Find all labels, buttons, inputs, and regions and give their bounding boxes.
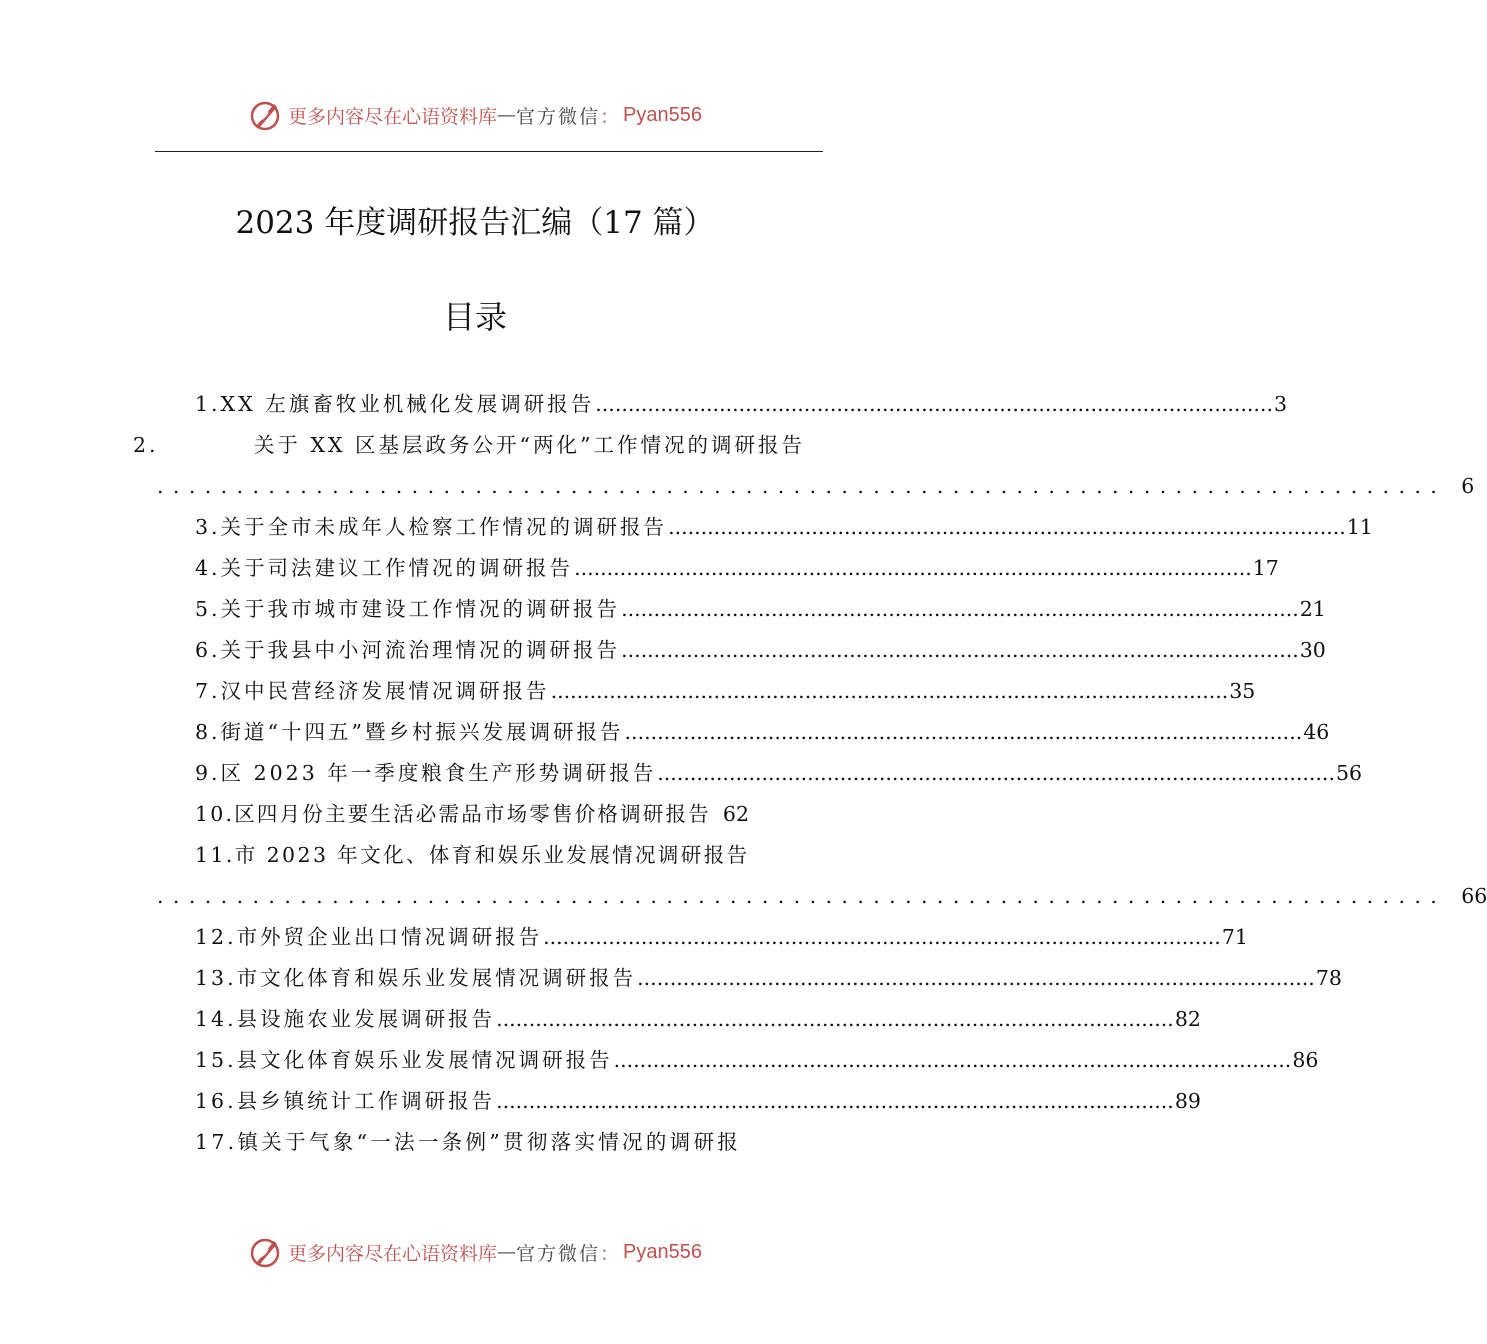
toc-entry[interactable] (195, 507, 1373, 548)
toc-entry-number: 2. (133, 433, 159, 457)
toc-entry-page: 82 (1174, 1007, 1201, 1031)
toc-entry-page: 62 (722, 802, 749, 826)
toc-entry[interactable] (195, 835, 805, 876)
banner-wechat-label: 官方微信 (516, 105, 601, 128)
toc-entry[interactable] (195, 1040, 1319, 1081)
header-rule (155, 151, 823, 152)
banner-colon: ： (600, 1242, 620, 1265)
toc-entry-page: 21 (1299, 597, 1326, 621)
toc-entry-title: 4.关于司法建议工作情况的调研报告 (195, 556, 574, 580)
toc-heading: 目录 (442, 298, 507, 336)
toc-entry[interactable] (195, 753, 1363, 794)
toc-entry-title: 6.关于我县中小河流治理情况的调研报告 (195, 638, 621, 662)
toc-dot-leader: ........................................................................................................ (657, 761, 1335, 785)
toc-entry-title: 17.镇关于气象“一法一条例”贯彻落实情况的调研报 (195, 1130, 742, 1154)
quill-seal-icon (248, 1235, 282, 1269)
toc-entry[interactable] (195, 548, 1279, 589)
toc-entry[interactable] (195, 794, 805, 835)
toc-dot-leader: ........................................................................................................ (496, 1007, 1174, 1031)
banner-colon: ： (600, 105, 620, 128)
toc-entry-title: 10.区四月份主要生活必需品市场零售价格调研报告 (195, 802, 711, 826)
toc-entry-page: 86 (1292, 1048, 1319, 1072)
toc-entry-title: 13.市文化体育和娱乐业发展情况调研报告 (195, 966, 637, 990)
toc-entry-page: 46 (1303, 720, 1330, 744)
toc-dot-leader: ........................................................................................................ (637, 966, 1315, 990)
toc-entry-page: 6 (1461, 474, 1475, 498)
toc-dot-leader: ................................................................................. (157, 884, 1447, 908)
toc-entry-page: 56 (1335, 761, 1363, 785)
toc-entry-title: 7.汉中民营经济发展情况调研报告 (195, 679, 550, 703)
toc-entry-title: 关于 XX 区基层政务公开“两化”工作情况的调研报告 (253, 433, 805, 457)
toc-entry-title: 8.街道“十四五”暨乡村振兴发展调研报告 (195, 720, 624, 744)
toc-entry-title: 11.市 2023 年文化、体育和娱乐业发展情况调研报告 (195, 843, 750, 867)
toc-entry[interactable] (133, 425, 805, 466)
toc-entry[interactable] (195, 630, 1326, 671)
toc-dot-leader: ........................................................................................................ (668, 515, 1346, 539)
toc-dot-leader: ........................................................................................................ (595, 392, 1273, 416)
toc-entry[interactable] (195, 384, 1288, 425)
toc-entry-page: 30 (1299, 638, 1326, 662)
toc-entry-page: 35 (1229, 679, 1256, 703)
toc-entry-page: 66 (1461, 884, 1487, 908)
toc-entry[interactable] (195, 712, 1330, 753)
toc-dot-leader: ........................................................................................................ (621, 638, 1299, 662)
toc-entry-title: 15.县文化体育娱乐业发展情况调研报告 (195, 1048, 613, 1072)
toc-entry-page: 3 (1273, 392, 1288, 416)
toc-entry-continuation[interactable] (156, 876, 1487, 917)
banner-wechat-id: Pyan556 (623, 1240, 702, 1263)
toc-entry-title: 3.关于全市未成年人检察工作情况的调研报告 (195, 515, 668, 539)
toc-entry-title: 5.关于我市城市建设工作情况的调研报告 (195, 597, 621, 621)
toc-entry[interactable] (195, 1081, 1201, 1122)
footer-banner (0, 1232, 950, 1272)
toc-dot-leader: ........................................................................................................ (624, 720, 1303, 744)
banner-separator: — (497, 1241, 516, 1263)
toc-dot-leader: ................................................................................. (157, 474, 1447, 498)
toc-dot-leader: ........................................................................................................ (613, 1048, 1292, 1072)
toc-entry-title: 16.县乡镇统计工作调研报告 (195, 1089, 496, 1113)
banner-main-text: 更多内容尽在心语资料库 (287, 105, 497, 128)
toc-entry[interactable] (195, 958, 1342, 999)
banner-wechat-label: 官方微信 (516, 1242, 601, 1265)
toc-entry-title: 12.市外贸企业出口情况调研报告 (195, 925, 543, 949)
toc-entry[interactable] (195, 671, 1256, 712)
toc-dot-leader: ........................................................................................................ (496, 1089, 1174, 1113)
toc-dot-leader: ........................................................................................................ (550, 679, 1229, 703)
toc-entry-page: 11 (1346, 515, 1373, 539)
toc-entry-title: 9.区 2023 年一季度粮食生产形势调研报告 (195, 761, 657, 785)
toc-dot-leader: ........................................................................................................ (621, 597, 1299, 621)
toc-dot-leader: ........................................................................................................ (574, 556, 1252, 580)
toc-entry-page: 89 (1174, 1089, 1201, 1113)
banner-wechat-id: Pyan556 (623, 103, 702, 126)
toc-entry-continuation[interactable] (156, 466, 1475, 507)
quill-seal-icon (248, 98, 282, 132)
toc-entry-page: 71 (1221, 925, 1248, 949)
toc-entry[interactable] (195, 1122, 805, 1163)
toc-entry-page: 17 (1252, 556, 1279, 580)
toc-entry-title: 14.县设施农业发展调研报告 (195, 1007, 496, 1031)
toc-entry[interactable] (195, 917, 1248, 958)
toc-dot-leader: ........................................................................................................ (543, 925, 1221, 949)
banner-separator: — (497, 104, 516, 126)
header-banner (0, 95, 950, 135)
toc-entry[interactable] (195, 999, 1201, 1040)
toc-entry[interactable] (195, 589, 1326, 630)
document-title: 2023 年度调研报告汇编（17 篇） (235, 205, 715, 241)
toc-entry-title: 1.XX 左旗畜牧业机械化发展调研报告 (195, 392, 595, 416)
toc-entry-page: 78 (1315, 966, 1342, 990)
banner-main-text: 更多内容尽在心语资料库 (287, 1242, 497, 1265)
